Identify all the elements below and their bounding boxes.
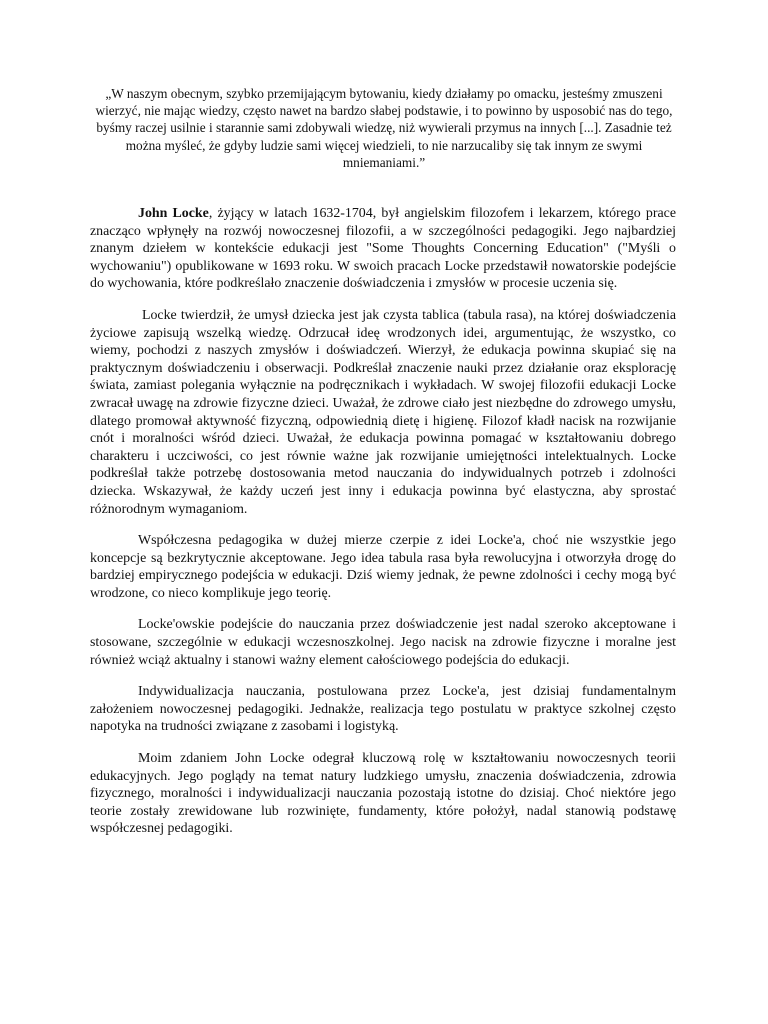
author-name: John Locke xyxy=(138,206,209,221)
paragraph: Indywidualizacja nauczania, postulowana przez Locke'a, jest dzisiaj fundamentalnym założeniem nowoczesnej pedagogiki. Jednakże, realizacja tego postulatu w praktyce szkolnej często napotyka na trudności związane z zasobami i logistyką. xyxy=(90,684,676,735)
paragraph: Locke'owskie podejście do nauczania przez doświadczenie jest nadal szeroko akceptowane i stosowane, szczególnie w edukacji wczesnoszkolnej. Jego nacisk na zdrowie fizyczne i moralne jest również wciąż aktualny i stanowi ważny element całościowego podejścia do edukacji. xyxy=(90,617,676,668)
paragraph-intro xyxy=(90,205,676,293)
paragraph: Locke twierdził, że umysł dziecka jest jak czysta tablica (tabula rasa), na której doświadczenia życiowe zapisują wszelką wiedzę. Odrzucał ideę wrodzonych idei, argumentując, że wszystko, co wiemy, pochodzi z naszych zmysłów i doświadczeń. Wierzył, że edukacja powinna skupiać się na praktycznym doświadczeniu i obserwacji. Podkreślał znaczenie nauki przez działanie oraz eksplorację świata, zamiast polegania wyłącznie na podręcznikach i wykładach. W swojej filozofii edukacji Locke zwracał uwagę na zdrowie fizyczne dzieci. Uważał, że zdrowe ciało jest niezbędne do zdrowego umysłu, dlatego promował aktywność fizyczną, odpowiednią dietę i higienę. Filozof kładł nacisk na rozwijanie cnót i moralności wśród dzieci. Uważał, że edukacja powinna pomagać w kształtowaniu dobrego charakteru i uczciwości, co jest równie ważne jak rozwijanie umiejętności intelektualnych. Locke podkreślał także potrzebę dostosowania metod nauczania do indywidualnych potrzeb i zdolności dziecka. Wskazywał, że każdy uczeń jest inny i edukacja powinna być elastyczna, aby sprostać różnorodnym wymaganiom. xyxy=(90,307,676,517)
paragraph-intro-text: , żyjący w latach 1632-1704, był angielskim filozofem i lekarzem, którego prace znacząco wpłynęły na rozwój nowoczesnej filozofii, a w szczególności pedagogiki. Jego najbardziej znanym dziełem w kontekście edukacji jest "Some Thoughts Concerning Education" ("Myśli o wychowaniu") opublikowane w 1693 roku. W swoich pracach Locke przedstawił nowatorskie podejście do wychowania, które podkreślało znaczenie doświadczenia i zmysłów w procesie uczenia się. xyxy=(90,206,676,292)
paragraph: Współczesna pedagogika w dużej mierze czerpie z idei Locke'a, choć nie wszystkie jego koncepcje są bezkrytycznie akceptowane. Jego idea tabula rasa była rewolucyjna i otworzyła drogę do bardziej empirycznego podejścia w edukacji. Dziś wiemy jednak, że pewne zdolności i cechy mogą być wrodzone, co nieco komplikuje jego teorię. xyxy=(90,533,676,601)
document-body xyxy=(90,205,676,852)
epigraph-quote: „W naszym obecnym, szybko przemijającym bytowaniu, kiedy działamy po omacku, jesteśmy zmuszeni wierzyć, nie mając wiedzy, często nawet na bardzo słabej podstawie, i to powinno by usposobić nas do tego, byśmy raczej usilnie i starannie sami zdobywali wiedzę, niż wywierali przymus na innych [...]. Zasadnie też można myśleć, że gdyby ludzie sami więcej wiedzieli, to nie narzucaliby się tak innym ze swymi mniemaniami.” xyxy=(95,86,673,170)
paragraph: Moim zdaniem John Locke odegrał kluczową rolę w kształtowaniu nowoczesnych teorii edukacyjnych. Jego poglądy na temat natury ludzkiego umysłu, znaczenia doświadczenia, zdrowia fizycznego, moralności i indywidualizacji nauczania pozostają istotne do dzisiaj. Choć niektóre jego teorie zostały zrewidowane lub rozwinięte, fundamenty, które położył, nadal stanowią podstawę współczesnej pedagogiki. xyxy=(90,751,676,837)
